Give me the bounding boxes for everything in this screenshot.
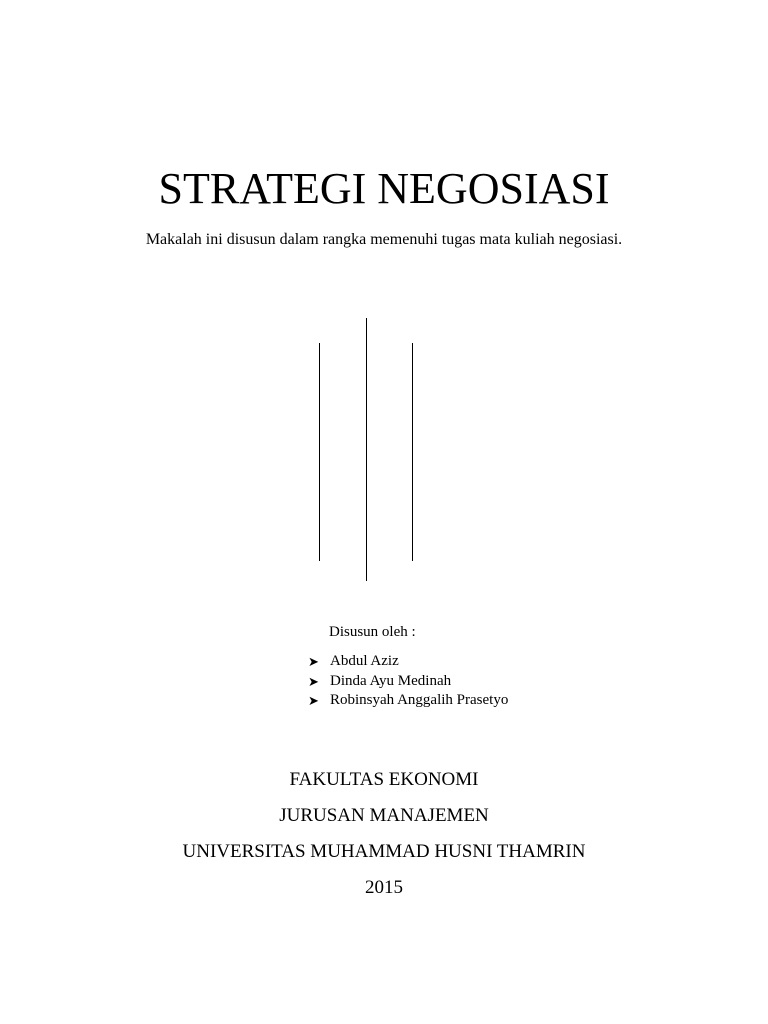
arrowhead-bullet-icon: ➤: [308, 654, 319, 670]
faculty-name: FAKULTAS EKONOMI: [289, 769, 479, 790]
arrowhead-bullet-icon: ➤: [308, 693, 319, 709]
authors-heading: Disusun oleh :: [329, 624, 416, 640]
authors-list: [308, 652, 508, 711]
list-item: [308, 652, 508, 672]
list-item: [308, 691, 508, 711]
author-name: Dinda Ayu Medinah: [330, 672, 452, 689]
decorative-line-left: [319, 343, 320, 561]
document-title: STRATEGI NEGOSIASI: [158, 164, 610, 213]
author-name: Abdul Aziz: [330, 653, 399, 670]
document-year: 2015: [365, 877, 403, 898]
author-name: Robinsyah Anggalih Prasetyo: [330, 692, 509, 709]
university-name: UNIVERSITAS MUHAMMAD HUSNI THAMRIN: [182, 841, 586, 862]
list-item: [308, 672, 508, 692]
department-name: JURUSAN MANAJEMEN: [279, 805, 489, 826]
decorative-line-center: [366, 318, 367, 581]
arrowhead-bullet-icon: ➤: [308, 673, 319, 689]
decorative-line-right: [412, 343, 413, 561]
document-subtitle: Makalah ini disusun dalam rangka memenuhi tugas mata kuliah negosiasi.: [145, 231, 623, 248]
